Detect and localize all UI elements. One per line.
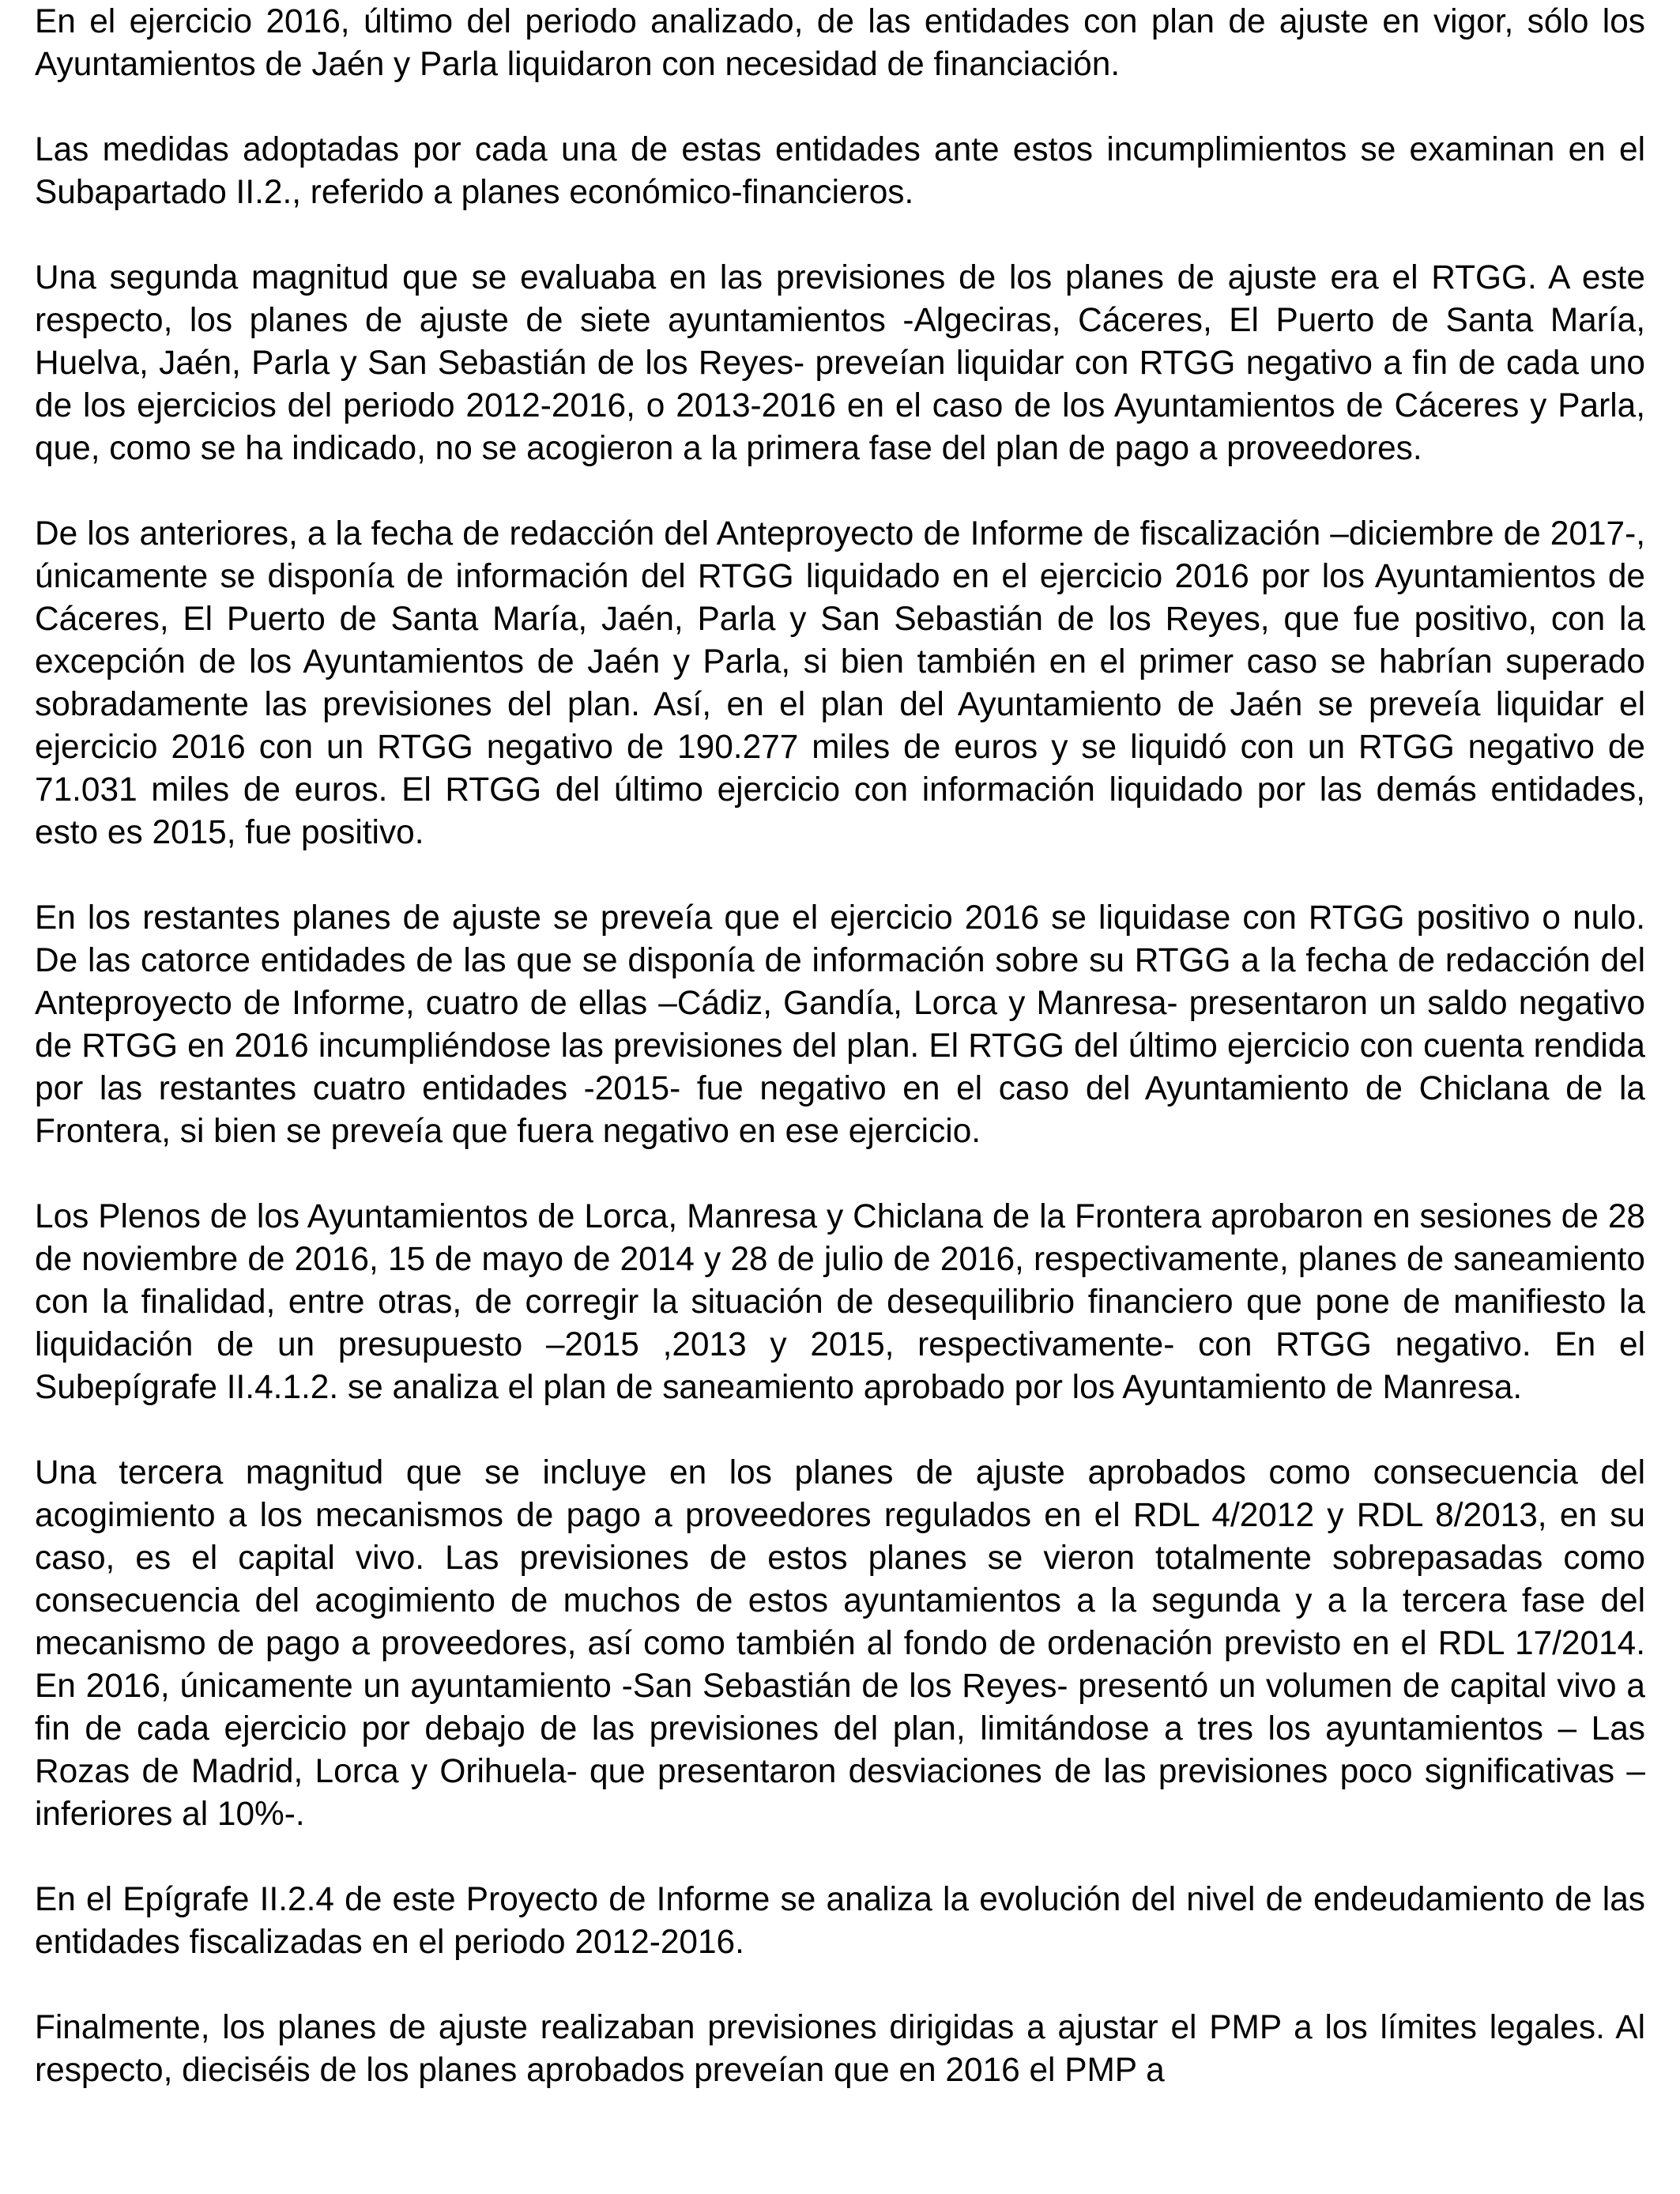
document-page [35, 0, 1645, 2194]
paragraph-endeudamiento: En el Epígrafe II.2.4 de este Proyecto de Informe se analiza la evolución del nivel de endeudamiento de las entidades fiscalizadas en el periodo 2012-2016. [35, 1880, 1645, 1960]
paragraph-medidas-adoptadas: Las medidas adoptadas por cada una de estas entidades ante estos incumplimientos se examinan en el Subapartado II.2., referido a planes económico-financieros. [35, 130, 1645, 210]
paragraph-necesidad-financiacion: En el ejercicio 2016, último del periodo analizado, de las entidades con plan de ajuste en vigor, sólo los Ayuntamientos de Jaén y Parla liquidaron con necesidad de financiación. [35, 2, 1645, 82]
paragraph-pmp: Finalmente, los planes de ajuste realizaban previsiones dirigidas a ajustar el PMP a los límites legales. Al respecto, dieciséis de los planes aprobados preveían que en 2016 el PMP a [35, 2008, 1645, 2088]
paragraph-restantes-planes: En los restantes planes de ajuste se preveía que el ejercicio 2016 se liquidase con RTGG positivo o nulo. De las catorce entidades de las que se disponía de información sobre su RTGG a la fecha de redacción del Anteproyecto de Informe, cuatro de ellas –Cádiz, Gandía, Lorca y Manresa- presentaron un saldo negativo de RTGG en 2016 incumpliéndose las previsiones del plan. El RTGG del último ejercicio con cuenta rendida por las restantes cuatro entidades -2015- fue negativo en el caso del Ayuntamiento de Chiclana de la Frontera, si bien se preveía que fuera negativo en ese ejercicio. [35, 899, 1645, 1149]
paragraph-capital-vivo: Una tercera magnitud que se incluye en los planes de ajuste aprobados como consecuencia del acogimiento a los mecanismos de pago a proveedores regulados en el RDL 4/2012 y RDL 8/2013, en su caso, es el capital vivo. Las previsiones de estos planes se vieron totalmente sobrepasadas como consecuencia del acogimiento de muchos de estos ayuntamientos a la segunda y a la tercera fase del mecanismo de pago a proveedores, así como también al fondo de ordenación previsto en el RDL 17/2014. En 2016, únicamente un ayuntamiento -San Sebastián de los Reyes- presentó un volumen de capital vivo a fin de cada ejercicio por debajo de las previsiones del plan, limitándose a tres los ayuntamientos – Las Rozas de Madrid, Lorca y Orihuela- que presentaron desviaciones de las previsiones poco significativas –inferiores al 10%-. [35, 1453, 1645, 1832]
paragraph-segunda-magnitud-rtgg: Una segunda magnitud que se evaluaba en las previsiones de los planes de ajuste era el RTGG. A este respecto, los planes de ajuste de siete ayuntamientos -Algeciras, Cáceres, El Puerto de Santa María, Huelva, Jaén, Parla y San Sebastián de los Reyes- preveían liquidar con RTGG negativo a fin de cada uno de los ejercicios del periodo 2012-2016, o 2013-2016 en el caso de los Ayuntamientos de Cáceres y Parla, que, como se ha indicado, no se acogieron a la primera fase del plan de pago a proveedores. [35, 258, 1645, 466]
paragraph-planes-saneamiento: Los Plenos de los Ayuntamientos de Lorca, Manresa y Chiclana de la Frontera aprobaron en sesiones de 28 de noviembre de 2016, 15 de mayo de 2014 y 28 de julio de 2016, respectivamente, planes de saneamiento con la finalidad, entre otras, de corregir la situación de desequilibrio financiero que pone de manifiesto la liquidación de un presupuesto –2015 ,2013 y 2015, respectivamente- con RTGG negativo. En el Subepígrafe II.4.1.2. se analiza el plan de saneamiento aprobado por los Ayuntamiento de Manresa. [35, 1197, 1645, 1405]
paragraph-rtgg-liquidado-2016: De los anteriores, a la fecha de redacción del Anteproyecto de Informe de fiscalización –diciembre de 2017-, únicamente se disponía de información del RTGG liquidado en el ejercicio 2016 por los Ayuntamientos de Cáceres, El Puerto de Santa María, Jaén, Parla y San Sebastián de los Reyes, que fue positivo, con la excepción de los Ayuntamientos de Jaén y Parla, si bien también en el primer caso se habrían superado sobradamente las previsiones del plan. Así, en el plan del Ayuntamiento de Jaén se preveía liquidar el ejercicio 2016 con un RTGG negativo de 190.277 miles de euros y se liquidó con un RTGG negativo de 71.031 miles de euros. El RTGG del último ejercicio con información liquidado por las demás entidades, esto es 2015, fue positivo. [35, 515, 1645, 850]
